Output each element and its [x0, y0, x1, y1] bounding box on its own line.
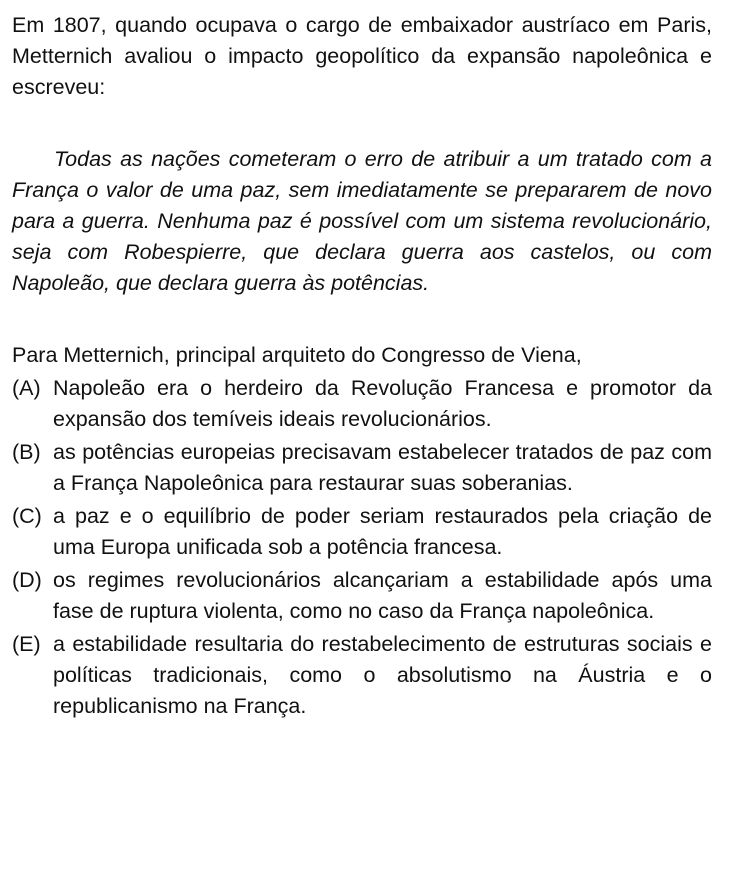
option-text: as potências europeias precisavam estabelecer tratados de paz com a França Napoleônica para restaurar suas soberanias. — [53, 440, 712, 495]
answer-options — [12, 373, 712, 722]
intro-text: Em 1807, quando ocupava o cargo de embaixador austríaco em Paris, Metternich avaliou o impacto geopolítico da expansão napoleônica e escreveu: — [12, 13, 712, 99]
option-e[interactable] — [12, 629, 712, 722]
option-text: a paz e o equilíbrio de poder seriam restaurados pela criação de uma Europa unificada sob a potência francesa. — [53, 504, 712, 559]
option-b[interactable] — [12, 437, 712, 499]
exam-question — [12, 10, 712, 722]
option-d[interactable] — [12, 565, 712, 627]
option-text: a estabilidade resultaria do restabelecimento de estruturas sociais e políticas tradicionais, como o absolutismo na Áustria e o republicanismo na França. — [53, 632, 712, 718]
option-letter: (C) — [12, 504, 42, 528]
option-letter: (D) — [12, 568, 42, 592]
option-letter: (B) — [12, 440, 41, 464]
option-a[interactable] — [12, 373, 712, 435]
quote-text: Todas as nações cometeram o erro de atribuir a um tratado com a França o valor de uma paz, sem imediatamente se prepararem de novo para a guerra. Nenhuma paz é possível com um sistema revolucionário, seja com Robespierre, que declara guerra aos castelos, ou com Napoleão, que declara guerra às potências. — [12, 147, 712, 295]
question-stem: Para Metternich, principal arquiteto do Congresso de Viena, — [12, 343, 582, 367]
option-letter: (A) — [12, 376, 41, 400]
option-letter: (E) — [12, 632, 41, 656]
option-text: os regimes revolucionários alcançariam a estabilidade após uma fase de ruptura violenta, como no caso da França napoleônica. — [53, 568, 712, 623]
option-c[interactable] — [12, 501, 712, 563]
option-text: Napoleão era o herdeiro da Revolução Francesa e promotor da expansão dos temíveis ideais revolucionários. — [53, 376, 712, 431]
